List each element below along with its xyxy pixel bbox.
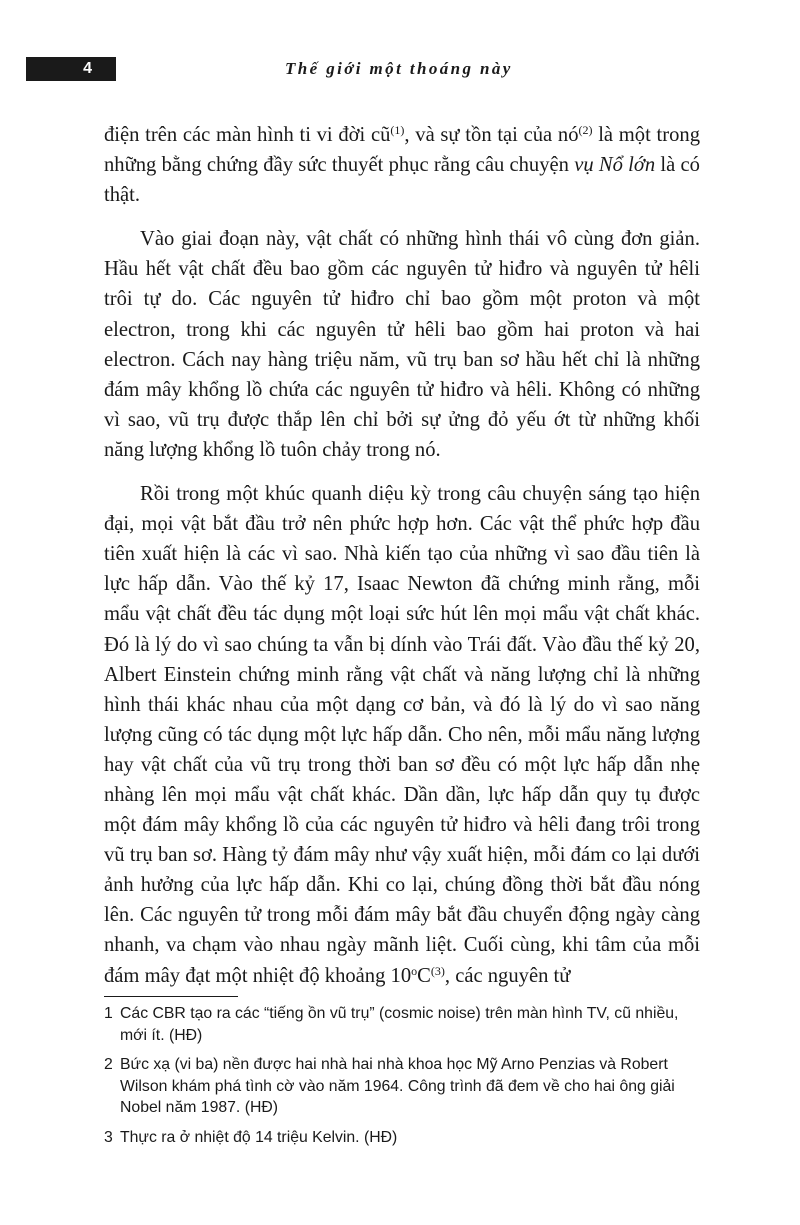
- body-text: [104, 120, 700, 1005]
- paragraph-2: Vào giai đoạn này, vật chất có những hình thái vô cùng đơn giản. Hầu hết vật chất đều bao gồm các nguyên tử hiđro và nguyên tử hêli trôi tự do. Các nguyên tử hiđro chỉ bao gồm một proton và một electron, trong khi các nguyên tử hêli bao gồm hai proton và hai electron. Cách nay hàng triệu năm, vũ trụ ban sơ hầu hết chỉ là những đám mây khổng lồ chứa các nguyên tử hiđro và hêli. Không có những vì sao, vũ trụ được thắp lên chỉ bởi sự ửng đỏ yếu ớt từ những khối năng lượng khổng lồ tuôn chảy trong nó.: [104, 228, 700, 461]
- footnote-number: 1: [104, 1005, 113, 1022]
- paragraph-1-text-c: là một trong những bằng chứng đầy sức thuyết phục rằng câu chuyện: [104, 124, 700, 177]
- footnote-text: Các CBR tạo ra các “tiếng ồn vũ trụ” (cosmic noise) trên màn hình TV, cũ nhiều, mới ít. (HĐ): [120, 1005, 679, 1044]
- footnotes: [104, 1003, 700, 1157]
- paragraph-1-text-a: điện trên các màn hình ti vi đời cũ: [104, 124, 391, 146]
- paragraph-3-text-b: C: [417, 964, 431, 987]
- paragraph-1: [104, 120, 700, 210]
- paragraph-3-text-c: , các nguyên tử: [444, 964, 571, 987]
- page-number: 4: [83, 60, 92, 77]
- paragraph-3: [104, 479, 700, 991]
- footnote-divider: [104, 996, 238, 997]
- footnote-ref-1: (1): [390, 123, 405, 137]
- footnote-text: Thực ra ở nhiệt độ 14 triệu Kelvin. (HĐ): [120, 1128, 398, 1146]
- paragraph-1-italic-term: vụ Nổ lớn: [574, 154, 656, 177]
- footnote-ref-2: (2): [578, 123, 593, 137]
- footnote-2: [104, 1054, 700, 1119]
- footnote-1: [104, 1003, 700, 1046]
- page-number-bar: [26, 57, 116, 81]
- paragraph-1-text-d: là có thật.: [104, 154, 700, 207]
- running-title: Thế giới một thoáng này: [285, 59, 513, 78]
- footnote-number: 3: [104, 1128, 113, 1146]
- footnote-number: 2: [104, 1056, 113, 1074]
- footnote-3: [104, 1127, 700, 1149]
- footnote-text: Bức xạ (vi ba) nền được hai nhà hai nhà khoa học Mỹ Arno Penzias và Robert Wilson khám phá tình cờ vào năm 1964. Công trình đã đem về cho hai ông giải Nobel năm 1987. (HĐ): [120, 1056, 675, 1117]
- paragraph-3-text-a: Rồi trong một khúc quanh diệu kỳ trong câu chuyện sáng tạo hiện đại, mọi vật bắt đầu trở nên phức hợp hơn. Các vật thể phức hợp đầu tiên xuất hiện là các vì sao. Nhà kiến tạo của những vì sao đầu tiên là lực hấp dẫn. Vào thế kỷ 17, Isaac Newton đã chứng minh rằng, mỗi mẩu vật chất đều tác dụng một loại sức hút lên mọi mẩu vật chất khác. Đó là lý do vì sao chúng ta vẫn bị dính vào Trái đất. Vào đầu thế kỷ 20, Albert Einstein chứng minh rằng vật chất và năng lượng chỉ là những hình thái khác nhau của một dạng cơ bản, và đó là lý do vì sao năng lượng cũng có tác dụng một lực hấp dẫn. Cho nên, mỗi mẩu năng lượng hay vật chất của vũ trụ trong thời ban sơ đều có một lực hấp dẫn nhẹ nhàng lên mọi mẩu vật chất khác. Dần dần, lực hấp dẫn quy tụ được một đám mây khổng lồ của các nguyên tử hiđro và hêli đang trôi trong vũ trụ ban sơ. Hàng tỷ đám mây như vậy xuất hiện, mỗi đám co lại dưới ảnh hưởng của lực hấp dẫn. Khi co lại, chúng đồng thời bắt đầu nóng lên. Các nguyên tử trong mỗi đám mây bắt đầu chuyển động ngày càng nhanh, va chạm vào nhau ngày mãnh liệt. Cuối cùng, khi tâm của mỗi đám mây đạt một nhiệt độ khoảng 10: [104, 483, 700, 987]
- degree-sign: o: [411, 963, 418, 978]
- paragraph-1-text-b: , và sự tồn tại của nó: [404, 124, 579, 146]
- page-header: [0, 57, 800, 83]
- footnote-ref-3: (3): [430, 963, 445, 978]
